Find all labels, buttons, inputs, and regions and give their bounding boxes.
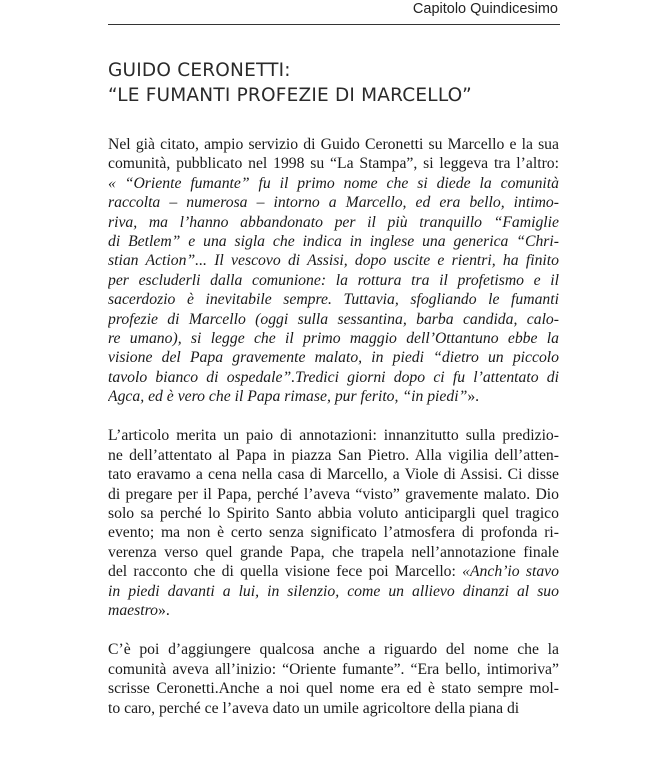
text-line [108,523,559,542]
text-segment: to caro, perché ce l’aveva dato un umile agricoltore della piana di [108,699,520,717]
text-line [108,290,559,309]
text-segment: L’articolo merita un paio di annotazioni: innanzitutto sulla predizio- [108,427,559,445]
text-line [108,465,559,484]
paragraph [108,640,559,718]
paragraph [108,135,559,406]
text-line [108,485,559,504]
text-line [108,601,559,620]
italic-text: Agca, ed è vero che il Papa rimase, pur ferito, “in piedi” [108,388,468,406]
italic-text: in piedi davanti a lui, in silenzio, come un allievo dinanzi al suo [108,582,559,600]
text-line [108,504,559,523]
text-line [108,271,559,290]
text-line [108,640,559,659]
text-line [108,582,559,601]
italic-text: riva, ma l’hanno abbandonato per il più tranquillo “Famiglie [108,213,559,231]
text-line [108,562,559,581]
running-header [108,0,560,25]
text-line [108,368,559,387]
chapter-title-line-1: GUIDO CERONETTI: [108,60,291,81]
text-segment: di pregare per il Papa, perché l’aveva “visto” gravemente malato. Dio [108,485,559,503]
italic-text: re umano), si legge che il primo maggio dell’Ottantuno ebbe la [108,329,559,347]
italic-text: stian Action”... Il vescovo di Assisi, dopo uscite e rientri, ha finito [108,252,559,270]
running-header-title: Capitolo Quindicesimo [412,1,558,17]
text-line [108,193,559,212]
text-segment: solo sa perché lo Spirito Santo abbia voluto anticipargli quel tragico [108,505,559,523]
text-line [108,348,559,367]
text-line [108,251,559,270]
paragraph [108,426,559,620]
italic-text: maestro [108,601,158,619]
text-line [108,543,559,562]
text-segment: ». [467,388,480,406]
italic-text: visione del Papa gravemente malato, in piedi “dietro un piccolo [108,349,559,367]
text-line [108,232,559,251]
text-line [108,135,559,154]
text-line [108,174,559,193]
italic-text: per escluderli dalla comunione: la rottura tra il profetismo e il [108,271,559,289]
text-segment: C’è poi d’aggiungere qualcosa anche a riguardo del nome che la [108,641,559,659]
paragraph-gap [108,406,559,426]
text-line [108,154,559,173]
chapter-title [108,58,568,108]
text-segment: verenza verso quel grande Papa, che trapela nell’annotazione finale [108,543,559,561]
italic-text: tavolo bianco di ospedale”.Tredici giorni dopo ci fu l’attentato di [108,368,559,386]
text-segment: ne dell’attentato al Papa in piazza San Pietro. Alla vigilia dell’atten- [108,446,559,464]
text-segment: Nel già citato, ampio servizio di Guido Ceronetti su Marcello e la sua [108,136,559,153]
italic-text: profezie di Marcello (oggi sulla sessantina, barba candida, calo- [108,310,559,328]
body-text [108,135,559,718]
paragraph-gap [108,620,559,640]
text-line [108,387,559,406]
text-segment: comunità aveva all’inizio: “Oriente fumante”. “Era bello, intimoriva” [108,660,559,678]
text-line [108,329,559,348]
italic-text: «Anch’io stavo [462,563,559,581]
text-line [108,679,559,698]
text-line [108,660,559,679]
text-segment: ». [157,601,170,619]
text-segment: comunità, pubblicato nel 1998 su “La Stampa”, si leggeva tra l’altro: [108,155,559,173]
italic-text: « “Oriente fumante” fu il primo nome che si diede la comunità [108,174,559,192]
text-line [108,310,559,329]
italic-text: di Betlem” e una sigla che indica in inglese una generica “Chri- [108,232,559,250]
text-line [108,213,559,232]
text-segment: evento; ma non è certo senza significato l’atmosfera di profonda ri- [108,524,559,542]
text-segment: tato eravamo a cena nella casa di Marcello, a Viole di Assisi. Ci disse [108,466,559,484]
text-segment: scrisse Ceronetti.Anche a noi quel nome era ed è stato sempre mol- [108,680,559,698]
chapter-title-line-2: “LE FUMANTI PROFEZIE DI MARCELLO” [108,85,472,106]
text-line [108,446,559,465]
text-line [108,426,559,445]
text-line [108,699,559,718]
text-segment: del racconto che di quella visione fece poi Marcello: [108,563,463,581]
italic-text: sacerdozio è inevitabile sempre. Tuttavia, sfogliando le fumanti [108,291,559,309]
italic-text: raccolta – numerosa – intorno a Marcello, ed era bello, intimo- [108,194,559,212]
